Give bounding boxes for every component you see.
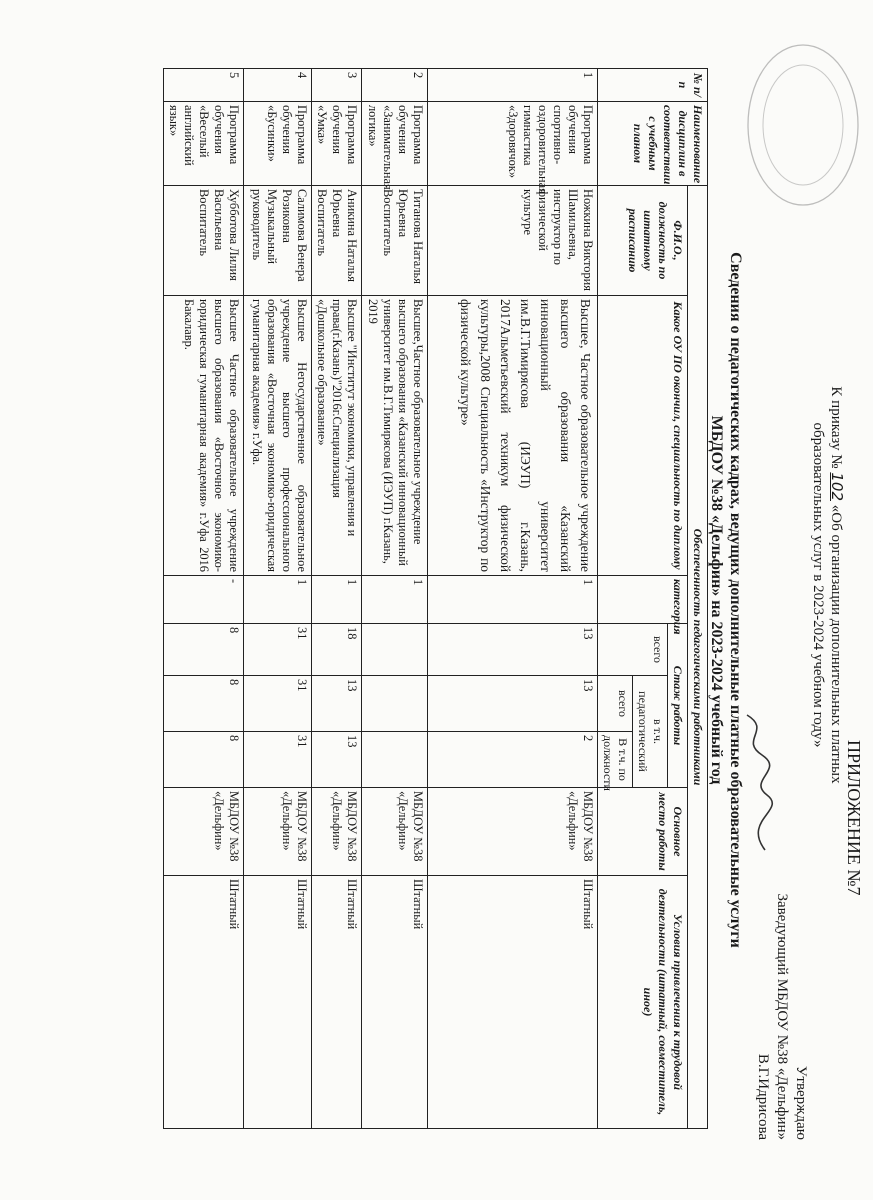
document-subtitle: МБДОУ №38 «Дельфин» на 2023-2024 учебный год xyxy=(708,415,725,785)
col-exp-ped-position-header: В т.ч. по должности xyxy=(598,732,633,788)
document-title: Сведения о педагогических кадрах, ведущих дополнительные платные образовательные услуги xyxy=(727,252,744,948)
appendix-number: ПРИЛОЖЕНИЕ №7 xyxy=(844,740,864,896)
col-exp-ped-total-header: всего xyxy=(598,676,633,732)
table-row: 2 Программа обучения «Занимательная логика» Титанова Наталья Юрьевна Воспитатель Высшее,Частное образовательное учреждение высшего образования «Казанский инновационный университет им.В.Г.Тимирясова (ИЭУП) г.Казань, 2019 1 МБДОУ №38 «Дельфин» Штатный xyxy=(362,69,428,1129)
col-mainwork-header: Основное место работы xyxy=(598,788,688,876)
table-row: 5 Программа обучения «Веселый английский язык» Хубботова Лилия Васильевна Воспитатель Высшее Частное образовательное учреждение высшего образования «Восточное экономико-юридическая гуманитарная академия» г.Уфа 2016 Бакалавр. - 8 8 8 МБДОУ №38 «Дельфин» Штатный xyxy=(164,69,244,1129)
approver-name: В.Г.Идрисова xyxy=(755,1053,771,1140)
table-row: 1 Программа обучения спортивно-оздоровительная гимнастика «Здоровячок» Ножкина Виктория Шамильевна, инструктор по физической культуре Высшее, Частное образовательное учреждение высшего образования «Казанский инновационный университет им.В.Г.Тимирясова (ИЭУП) г.Казань, 2017Альметьевский техникум физической культуры,2008 Специальность «Инструктор по физической культуре» 1 13 13 2 МБДОУ №38 «Дельфин» Штатный xyxy=(428,69,598,1129)
approve-word: Утверждаю xyxy=(793,1065,809,1140)
staff-table xyxy=(163,68,708,1129)
col-conditions-header: Условия привлечения к трудовой деятельности (штатный, совместитель, иное) xyxy=(598,876,688,1129)
approval-block xyxy=(753,893,810,1140)
col-education-header: Какое ОУ ПО окончил, специальность по диплому xyxy=(598,296,688,576)
table-row: 4 Программа обучения «Бусинки» Салимова Венера Розиковна Музыкальный руководитель Высшее Негосударственное образовательное учреждение высшего профессионального образования «Восточная экономико-юридическая гуманитарная академия» г.Уфа. 1 31 31 31 МБДОУ №38 «Дельфин» Штатный xyxy=(244,69,312,1129)
col-name-header: Ф.И.О., должность по штатному расписанию xyxy=(598,186,688,296)
order-number: 102 xyxy=(828,472,846,501)
approver-position: Заведующий МБДОУ №38 «Дельфин» xyxy=(774,893,790,1140)
col-category-header: категория xyxy=(598,576,688,624)
col-discipline-header: Наименование дисциплин в соответствии с учебным планом xyxy=(598,102,708,186)
header-row-2 xyxy=(668,69,688,1129)
table-row: 3 Программа обучения «Умка» Аникина Наталья Юрьевна Воспитатель Высшее "Институт экономики, управления и права(г.Казань)"2016г.Специализация «Дошкольное образование» 1 18 13 13 МБДОУ №38 «Дельфин» Штатный xyxy=(312,69,362,1129)
col-group-header: Обеспеченность педагогическими работниками xyxy=(688,186,708,1129)
col-experience-header: Стаж работы xyxy=(668,624,688,788)
order-reference-cont: образовательных услуг в 2023-2024 учебном году» xyxy=(810,422,826,748)
order-reference: К приказу № 102 «Об организации дополнительных платных xyxy=(828,386,846,784)
col-exp-total-header: всего xyxy=(598,624,668,676)
col-num-header: № п/п xyxy=(598,69,708,102)
col-exp-ped-header: в т.ч. педагогический xyxy=(633,676,668,788)
header-row-1 xyxy=(688,69,708,1129)
